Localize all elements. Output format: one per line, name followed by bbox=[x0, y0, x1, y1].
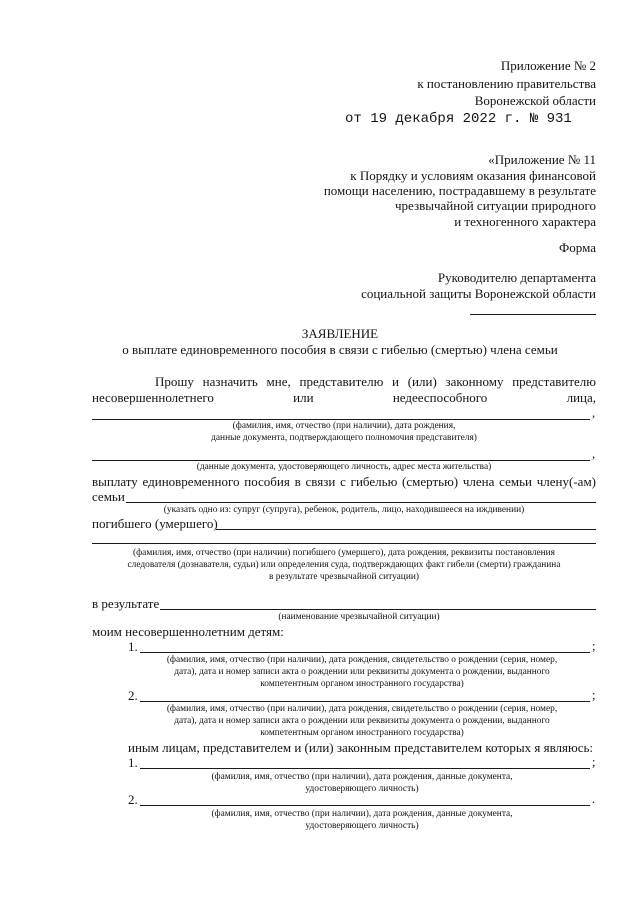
appendix-line-3: Воронежской области bbox=[474, 93, 596, 108]
semicolon-child-1: ; bbox=[592, 639, 596, 653]
caption-id: (данные документа, удостоверяющего личность, адрес места жительства) bbox=[196, 462, 492, 472]
request-line-2: несовершеннолетнего или недееспособного лица, bbox=[92, 390, 596, 405]
appendix11-line-2: к Порядку и условиям оказания финансовой bbox=[350, 168, 596, 183]
payment-line-2: семьи bbox=[92, 489, 125, 504]
caption-child-1-line-1: (фамилия, имя, отчество (при наличии), дата рождения, свидетельство о рождении (серия, номер, bbox=[166, 655, 558, 665]
children-label: моим несовершеннолетним детям: bbox=[92, 624, 284, 639]
deceased-field[interactable] bbox=[216, 529, 596, 530]
caption-child-2-line-2: дата), дата и номер записи акта о рождении или реквизиты документа о рождении, выданного bbox=[174, 716, 550, 726]
document-subtitle: о выплате единовременного пособия в связи с гибелью (смертью) члена семьи bbox=[122, 342, 558, 357]
caption-deceased-2: следователя (дознавателя, судьи) или определения суда, подтверждающих факт гибели (смерти) гражданина bbox=[127, 560, 561, 570]
appendix11-line-3: помощи населению, пострадавшему в результате bbox=[323, 183, 596, 198]
comma-mark: , bbox=[592, 406, 596, 420]
child-1-number: 1. bbox=[128, 639, 138, 654]
deceased-details-field[interactable] bbox=[92, 543, 596, 544]
other-2-field[interactable] bbox=[140, 805, 590, 806]
appendix11-line-5: и техногенного характера bbox=[454, 214, 596, 229]
caption-other-1-line-1: (фамилия, имя, отчество (при наличии), дата рождения, данные документа, bbox=[211, 772, 513, 782]
appendix11-line-1: «Приложение № 11 bbox=[488, 152, 596, 167]
caption-child-1-line-3: компетентным органом иностранного государства) bbox=[260, 679, 464, 689]
other-2-number: 2. bbox=[128, 792, 138, 807]
caption-family-member: (указать одно из: супруг (супруга), ребенок, родитель, лицо, находившееся на иждивении) bbox=[163, 505, 525, 515]
period-other-2: . bbox=[592, 792, 596, 806]
child-2-number: 2. bbox=[128, 688, 138, 703]
request-line-1: Прошу назначить мне, представителю и (или) законному представителю bbox=[155, 374, 596, 389]
caption-child-1-line-2: дата), дата и номер записи акта о рождении или реквизиты документа о рождении, выданного bbox=[174, 667, 550, 677]
form-label: Форма bbox=[559, 240, 596, 255]
deceased-label: погибшего (умершего) bbox=[92, 516, 218, 531]
caption-other-2-line-1: (фамилия, имя, отчество (при наличии), дата рождения, данные документа, bbox=[211, 809, 513, 819]
comma-mark-2: , bbox=[592, 447, 596, 461]
appendix11-line-4: чрезвычайной ситуации природного bbox=[395, 198, 596, 213]
result-label: в результате bbox=[92, 596, 160, 611]
addressee-line-2: социальной защиты Воронежской области bbox=[361, 286, 596, 301]
caption-deceased-3: в результате чрезвычайной ситуации) bbox=[269, 572, 419, 582]
appendix-line-1: Приложение № 2 bbox=[500, 58, 596, 73]
caption-other-1-line-2: удостоверяющего личность) bbox=[305, 784, 419, 794]
child-1-field[interactable] bbox=[140, 652, 590, 653]
caption-applicant-1: (фамилия, имя, отчество (при наличии), дата рождения, bbox=[232, 421, 456, 431]
addressee-signature-line bbox=[470, 314, 596, 315]
other-persons-label: иным лицам, представителем и (или) законным представителем которых я являюсь: bbox=[128, 740, 594, 755]
date-stamp: от 19 декабря 2022 г. № 931 bbox=[345, 111, 572, 127]
semicolon-child-2: ; bbox=[592, 688, 596, 702]
addressee-line-1: Руководителю департамента bbox=[437, 270, 596, 285]
family-member-field[interactable] bbox=[126, 502, 596, 503]
other-1-field[interactable] bbox=[140, 768, 590, 769]
caption-child-2-line-3: компетентным органом иностранного государства) bbox=[260, 728, 464, 738]
other-1-number: 1. bbox=[128, 755, 138, 770]
payment-line-1: выплату единовременного пособия в связи с гибелью (смертью) члена семьи члену(-ам) bbox=[92, 474, 596, 489]
semicolon-other-1: ; bbox=[592, 755, 596, 769]
caption-child-2-line-1: (фамилия, имя, отчество (при наличии), дата рождения, свидетельство о рождении (серия, номер, bbox=[166, 704, 558, 714]
emergency-field[interactable] bbox=[160, 609, 596, 610]
caption-emergency: (наименование чрезвычайной ситуации) bbox=[278, 612, 440, 622]
child-2-field[interactable] bbox=[140, 701, 590, 702]
appendix-line-2: к постановлению правительства bbox=[417, 76, 596, 91]
caption-deceased-1: (фамилия, имя, отчество (при наличии) погибшего (умершего), дата рождения, реквизиты постановления bbox=[132, 548, 555, 558]
document-title: ЗАЯВЛЕНИЕ bbox=[301, 326, 379, 341]
caption-other-2-line-2: удостоверяющего личность) bbox=[305, 821, 419, 831]
caption-applicant-2: данные документа, подтверждающего полномочия представителя) bbox=[211, 433, 477, 443]
